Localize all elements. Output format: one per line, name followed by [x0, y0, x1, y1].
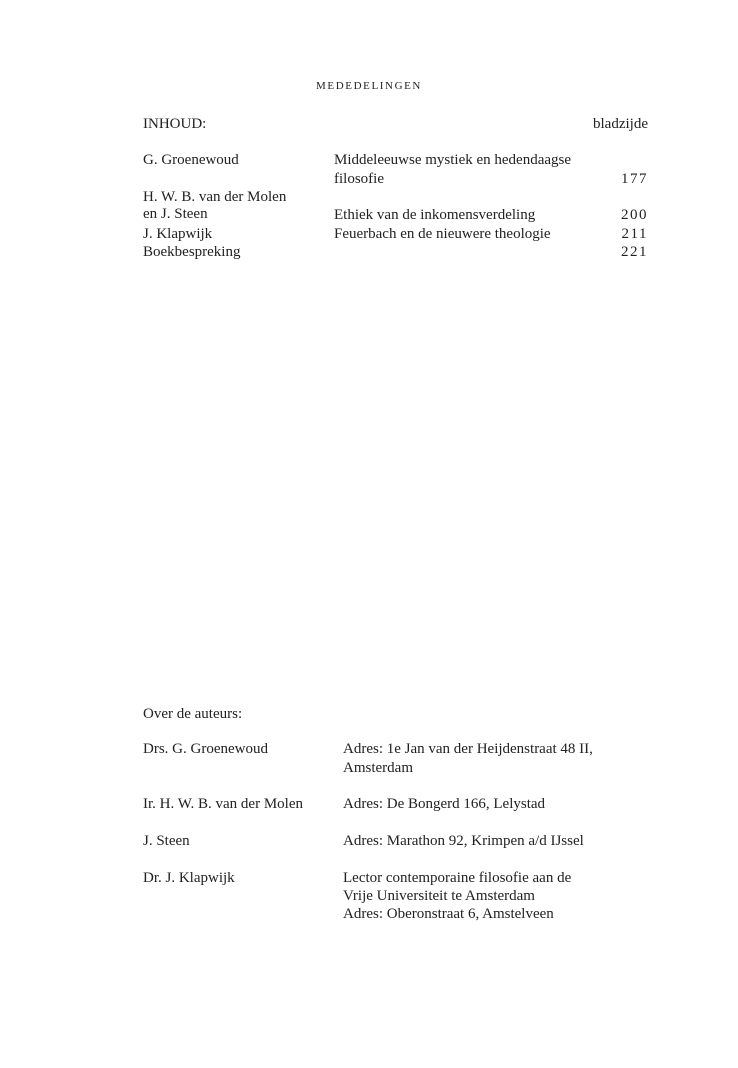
- author-address-line: Amsterdam: [343, 760, 413, 776]
- page-header: MEDEDELINGEN: [316, 80, 422, 92]
- toc-title: Ethiek van de inkomensverdeling: [334, 207, 536, 223]
- author-name: Drs. G. Groenewoud: [143, 741, 268, 757]
- toc-author: G. Groenewoud: [143, 152, 239, 168]
- toc-page-number: 200: [621, 207, 648, 223]
- toc-title: Middeleeuwse mystiek en hedendaagse: [334, 152, 572, 168]
- author-name: Dr. J. Klapwijk: [143, 870, 235, 886]
- toc-title: Feuerbach en de nieuwere theologie: [334, 226, 551, 242]
- author-address-line: Lector contemporaine filosofie aan de: [343, 870, 572, 886]
- author-name: J. Steen: [143, 833, 190, 849]
- toc-author: en J. Steen: [143, 206, 208, 222]
- toc-author: Boekbespreking: [143, 244, 241, 260]
- author-address-line: Adres: De Bongerd 166, Lelystad: [343, 796, 546, 812]
- author-address-line: Adres: Oberonstraat 6, Amstelveen: [343, 906, 554, 922]
- author-address-line: Adres: 1e Jan van der Heijdenstraat 48 II,: [343, 741, 593, 757]
- toc-page-number: 211: [621, 226, 648, 242]
- toc-page-number: 177: [621, 171, 648, 187]
- authors-heading: Over de auteurs:: [143, 706, 243, 722]
- author-address-line: Adres: Marathon 92, Krimpen a/d IJssel: [343, 833, 584, 849]
- author-name: Ir. H. W. B. van der Molen: [143, 796, 303, 812]
- toc-author: H. W. B. van der Molen: [143, 189, 287, 205]
- toc-page-heading: bladzijde: [593, 116, 648, 132]
- toc-heading: INHOUD:: [143, 116, 207, 132]
- author-address-line: Vrije Universiteit te Amsterdam: [343, 888, 535, 904]
- toc-title: filosofie: [334, 171, 384, 187]
- toc-page-number: 221: [621, 244, 648, 260]
- toc-author: J. Klapwijk: [143, 226, 213, 242]
